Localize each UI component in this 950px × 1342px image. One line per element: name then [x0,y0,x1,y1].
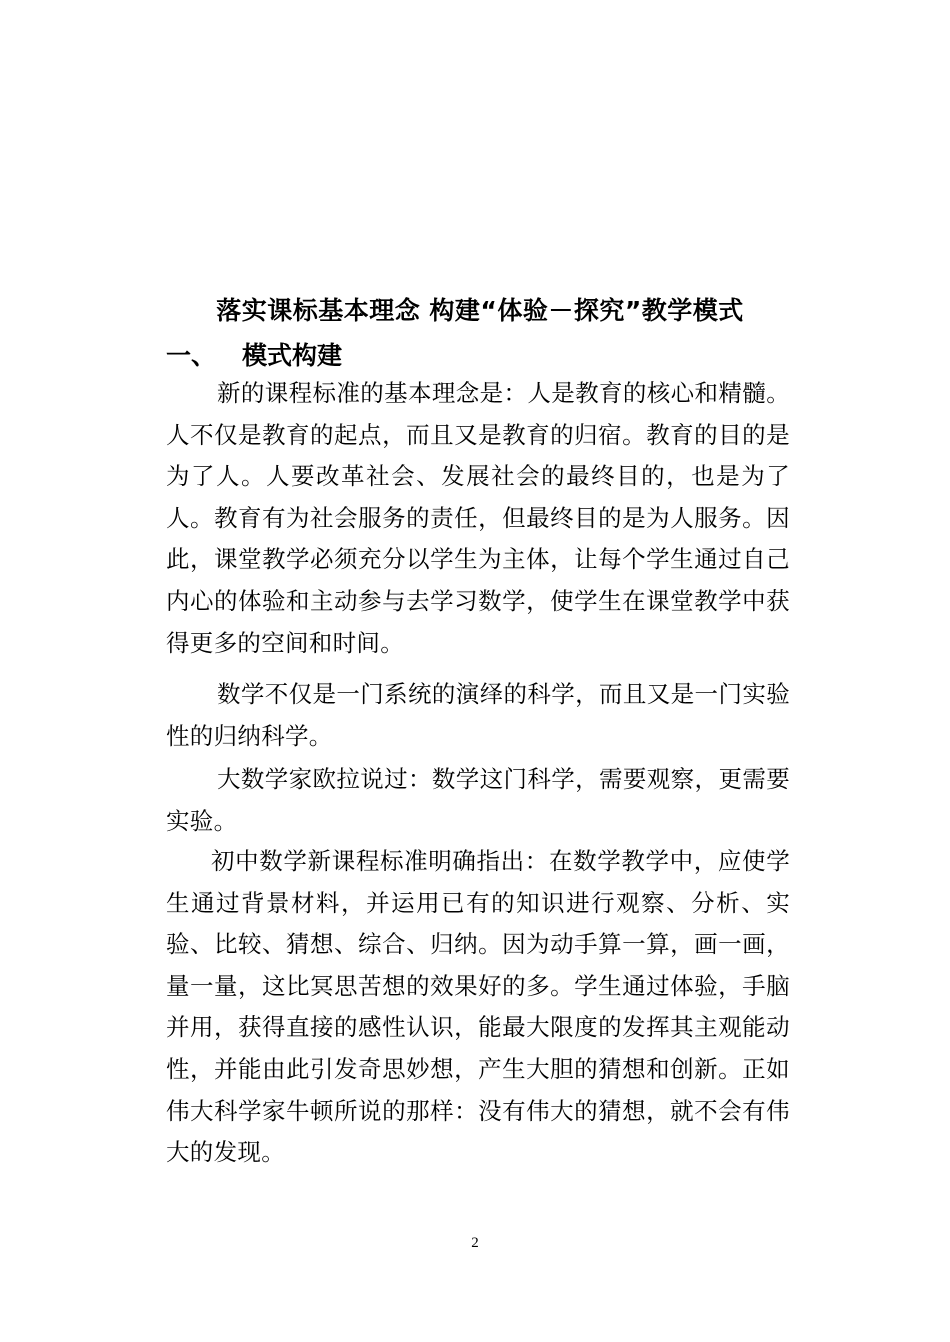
section-heading [166,338,342,374]
paragraph-4: 初中数学新课程标准明确指出：在数学教学中，应使学生通过背景材料，并运用已有的知识进行观察、分析、实验、比较、猜想、综合、归纳。因为动手算一算，画一画，量一量，这比冥思苦想的效果好的多。学生通过体验，手脑并用，获得直接的感性认识，能最大限度的发挥其主观能动性，并能由此引发奇思妙想，产生大胆的猜想和创新。正如伟大科学家牛顿所说的那样：没有伟大的猜想，就不会有伟大的发现。 [166,847,790,1167]
document-title: 落实课标基本理念 构建“体验－探究”教学模式 [216,296,744,325]
section-number: 一、 [166,341,217,370]
paragraph-3: 大数学家欧拉说过：数学这门科学，需要观察，更需要实验。 [166,765,790,835]
paragraph-1: 新的课程标准的基本理念是：人是教育的核心和精髓。人不仅是教育的起点，而且又是教育的归宿。教育的目的是为了人。人要改革社会、发展社会的最终目的，也是为了人。教育有为社会服务的责任，但最终目的是为人服务。因此，课堂教学必须充分以学生为主体，让每个学生通过自己内心的体验和主动参与去学习数学，使学生在课堂教学中获得更多的空间和时间。 [166,379,790,657]
page-number: 2 [471,1235,479,1251]
paragraph-2: 数学不仅是一门系统的演绎的科学，而且又是一门实验性的归纳科学。 [166,680,790,750]
section-title: 模式构建 [242,341,343,370]
